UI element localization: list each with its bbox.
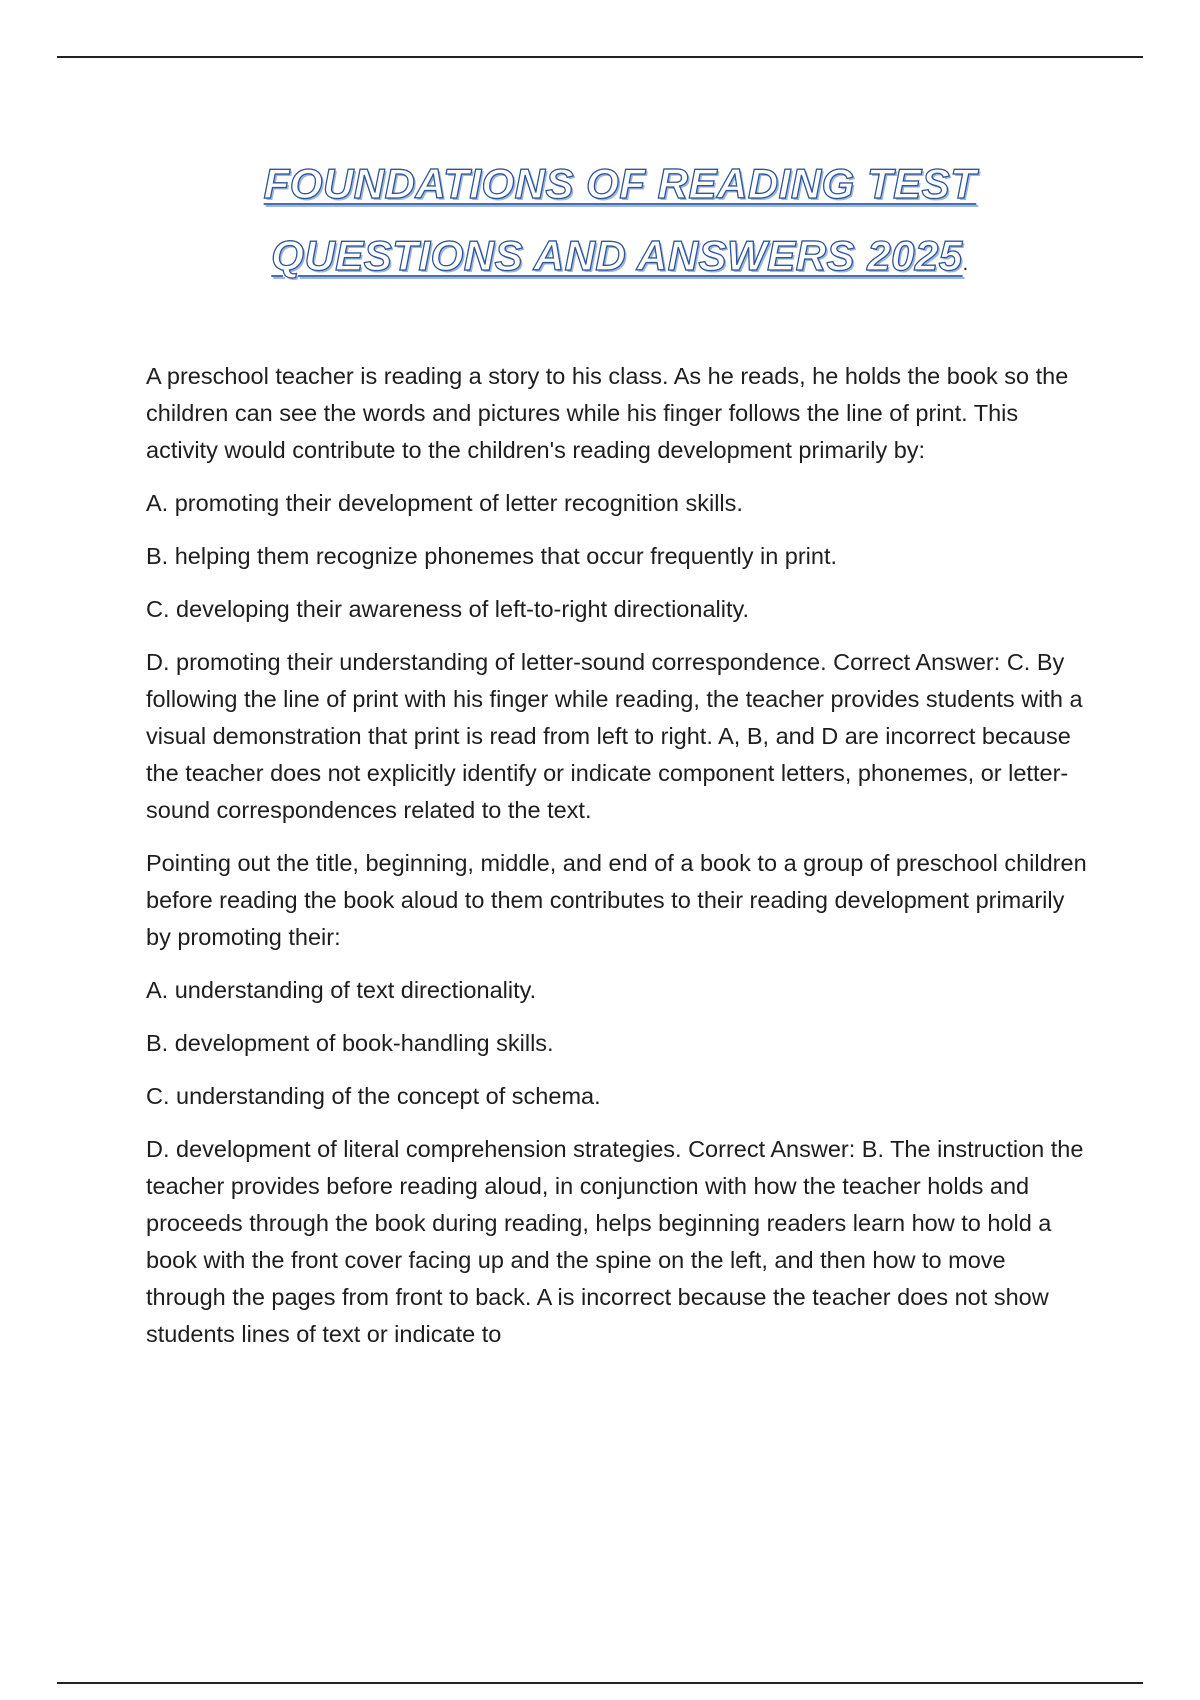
question-1-option-a: A. promoting their development of letter recognition skills. [146,490,743,516]
question-1-option-c: C. developing their awareness of left-to-right directionality. [146,596,750,622]
header-rule [57,56,1143,58]
document-title [0,148,1200,300]
document-body [146,358,1090,1369]
title-line-1-text: FOUNDATIONS OF READING TEST [263,160,977,207]
question-1-option-d-answer: D. promoting their understanding of letter-sound correspondence. Correct Answer: C. By following the line of print with his finger while reading, the teacher provides students with a visual demonstration that print is read from left to right. A, B, and D are incorrect because the teacher does not explicitly identify or indicate component letters, phonemes, or letter-sound correspondences related to the text. [146,649,1083,823]
title-line-2 [0,220,1200,300]
question-2-option-b: B. development of book-handling skills. [146,1030,554,1056]
question-2-stem: Pointing out the title, beginning, middle, and end of a book to a group of preschool children before reading the book aloud to them contributes to their reading development primarily by promoting their: [146,850,1087,950]
footer-rule [57,1682,1143,1684]
title-line-2-text: QUESTIONS AND ANSWERS 2025 [271,232,963,279]
question-2-option-a: A. understanding of text directionality. [146,977,537,1003]
question-1-option-b: B. helping them recognize phonemes that occur frequently in print. [146,543,838,569]
question-2-option-c: C. understanding of the concept of schema. [146,1083,601,1109]
title-trailing-dot: . [962,253,969,275]
question-2-option-d-answer: D. development of literal comprehension strategies. Correct Answer: B. The instruction the teacher provides before reading aloud, in conjunction with how the teacher holds and proceeds through the book during reading, helps beginning readers learn how to hold a book with the front cover facing up and the spine on the left, and then how to move through the pages from front to back. A is incorrect because the teacher does not show students lines of text or indicate to [146,1136,1084,1347]
question-1-stem: A preschool teacher is reading a story to his class. As he reads, he holds the book so the children can see the words and pictures while his finger follows the line of print. This activity would contribute to the children's reading development primarily by: [146,363,1069,463]
title-line-1 [0,148,1200,220]
